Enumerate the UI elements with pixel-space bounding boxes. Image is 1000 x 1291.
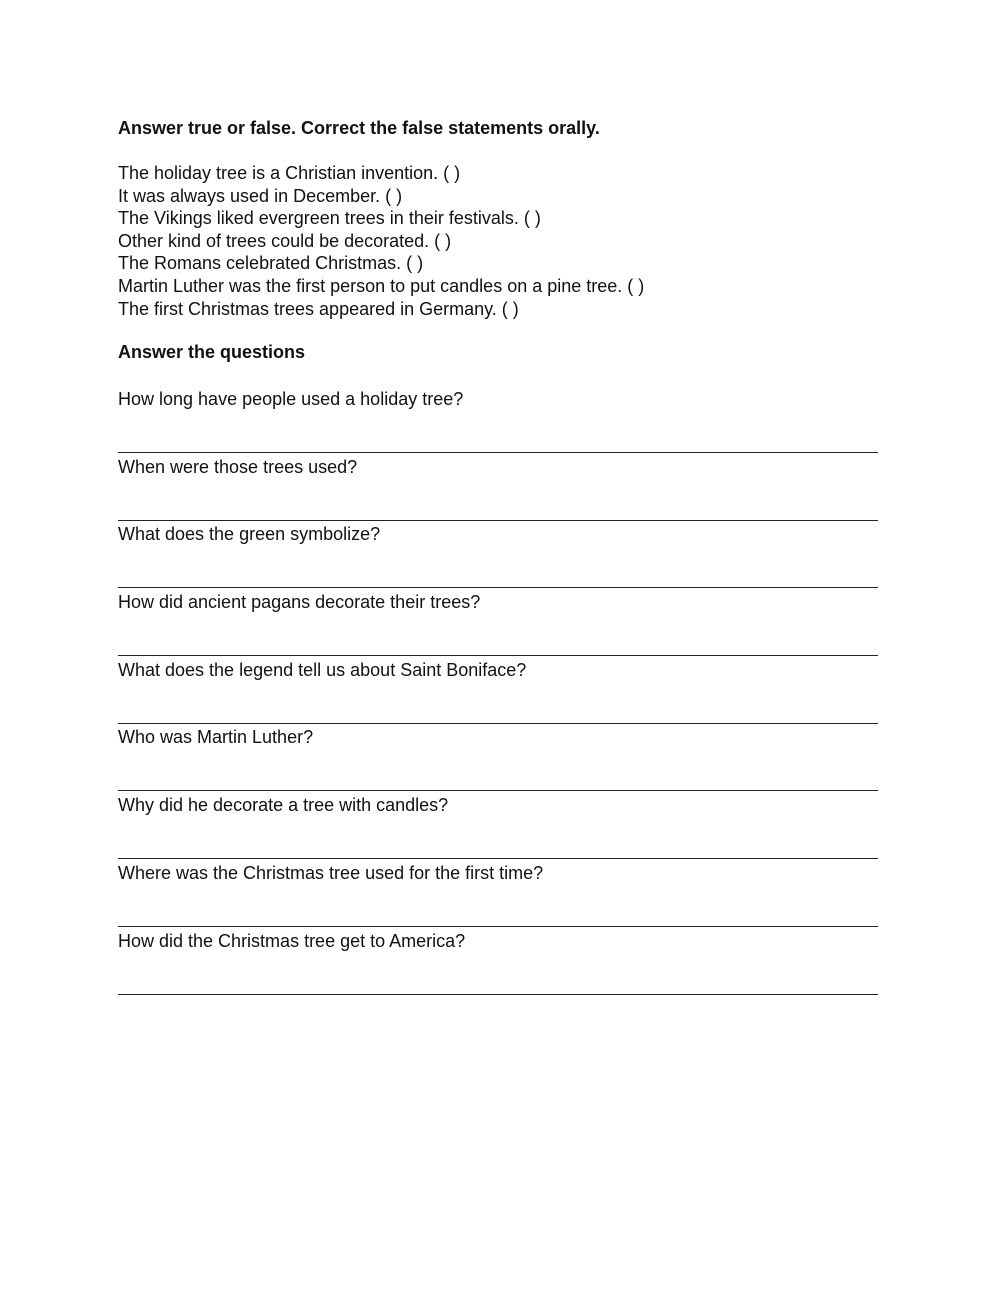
- answer-line[interactable]: [118, 452, 878, 453]
- statement: The holiday tree is a Christian invention. ( ): [118, 163, 461, 183]
- question-text: How long have people used a holiday tree?: [118, 389, 464, 409]
- question-item: [118, 794, 880, 862]
- question-text: What does the green symbolize?: [118, 524, 381, 545]
- question-text: What does the legend tell us about Saint Boniface?: [118, 659, 527, 680]
- question-text: When were those trees used?: [118, 456, 358, 477]
- statement: The first Christmas trees appeared in Germany. ( ): [118, 298, 519, 319]
- question-item: [118, 726, 880, 794]
- question-text: How did ancient pagans decorate their trees?: [118, 592, 481, 613]
- answer-line[interactable]: [118, 723, 878, 724]
- question-text: How did the Christmas tree get to America?: [118, 930, 466, 951]
- answer-line[interactable]: [118, 790, 878, 791]
- answer-line[interactable]: [118, 994, 878, 995]
- answer-line[interactable]: [118, 520, 878, 521]
- questions-heading: Answer the questions: [118, 342, 306, 362]
- question-item: [118, 456, 880, 524]
- answer-line[interactable]: [118, 655, 878, 656]
- answer-line[interactable]: [118, 858, 878, 859]
- question-item: [118, 523, 880, 591]
- answer-line[interactable]: [118, 587, 878, 588]
- true-false-heading: Answer true or false. Correct the false statements orally.: [118, 118, 600, 138]
- question-text: Why did he decorate a tree with candles?: [118, 795, 449, 816]
- question-item: [118, 591, 880, 659]
- statement: The Romans celebrated Christmas. ( ): [118, 253, 424, 274]
- answer-line[interactable]: [118, 926, 878, 927]
- statement: The Vikings liked evergreen trees in their festivals. ( ): [118, 208, 541, 229]
- question-text: Where was the Christmas tree used for the first time?: [118, 862, 544, 883]
- true-false-statements: [118, 162, 644, 320]
- question-item: [118, 388, 880, 456]
- question-item: [118, 862, 880, 930]
- statement: Martin Luther was the first person to put candles on a pine tree. ( ): [118, 275, 645, 296]
- question-item: [118, 659, 880, 727]
- question-text: Who was Martin Luther?: [118, 727, 314, 748]
- statement: Other kind of trees could be decorated. ( ): [118, 230, 452, 251]
- question-list: [118, 388, 880, 997]
- statement: It was always used in December. ( ): [118, 185, 403, 206]
- question-item: [118, 930, 880, 998]
